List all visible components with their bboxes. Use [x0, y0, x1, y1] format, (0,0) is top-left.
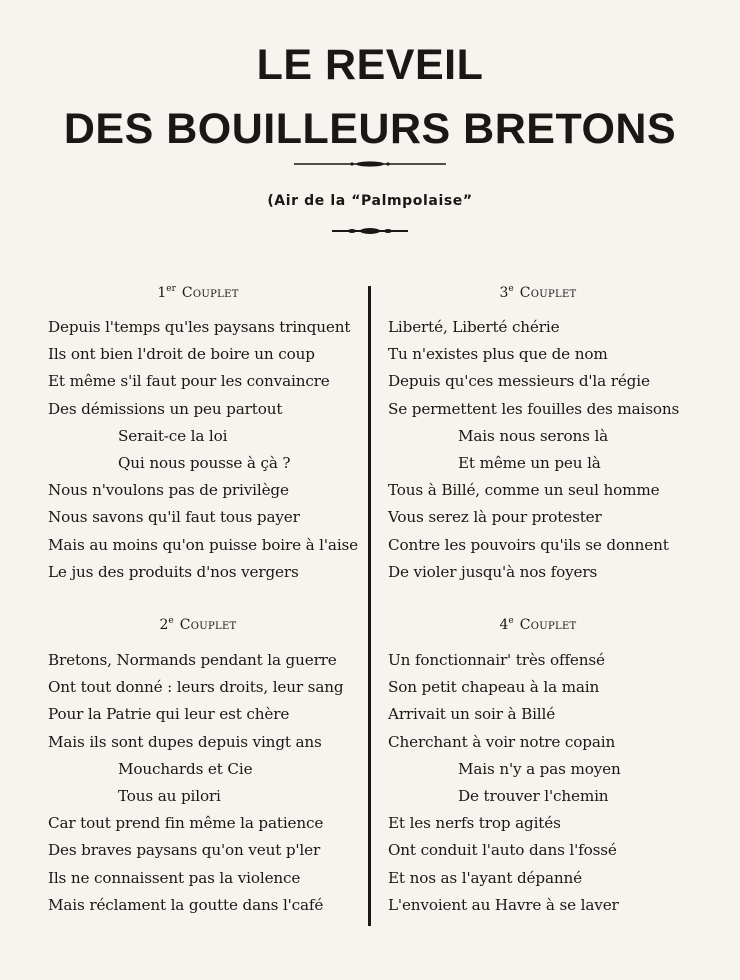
- couplet-word: Couplet: [519, 617, 577, 633]
- couplet-number: 3: [499, 285, 509, 301]
- verse-line: Mais ils sont dupes depuis vingt ans: [48, 732, 322, 751]
- verse-line: Nous n'voulons pas de privilège: [48, 481, 289, 500]
- couplet-2-verses: [48, 647, 343, 919]
- title-ornament-rule: [290, 158, 450, 170]
- couplet-1-verses: [48, 314, 358, 586]
- couplet-number: 2: [159, 617, 169, 633]
- title-line-1: LE REVEIL: [256, 41, 484, 89]
- couplet-2-heading: [48, 616, 348, 633]
- verse-line: Nous savons qu'il faut tous payer: [48, 508, 300, 527]
- couplet-number: 1: [157, 285, 167, 301]
- verse-line: Son petit chapeau à la main: [388, 678, 600, 697]
- couplet-suffix: e: [508, 616, 514, 626]
- verse-line: Bretons, Normands pendant la guerre: [48, 651, 337, 669]
- verse-line: Mais nous serons là: [458, 426, 609, 445]
- couplet-suffix: er: [166, 284, 176, 294]
- verse-line: Se permettent les fouilles des maisons: [388, 399, 680, 418]
- verse-line: Liberté, Liberté chérie: [388, 318, 560, 336]
- verse-line: Car tout prend fin même la patience: [48, 814, 324, 833]
- verse-line: Tu n'existes plus que de nom: [388, 345, 608, 364]
- couplet-4-heading: [388, 616, 688, 633]
- subtitle-ornament-rule: [330, 225, 410, 237]
- verse-line: Et les nerfs trop agités: [388, 814, 561, 833]
- verse-line: Ont conduit l'auto dans l'fossé: [388, 841, 617, 860]
- verse-line: Et nos as l'ayant dépanné: [388, 868, 582, 887]
- verse-line: Et même un peu là: [458, 453, 601, 472]
- couplet-3-heading: [388, 284, 688, 301]
- verse-line: Cherchant à voir notre copain: [388, 732, 616, 751]
- verse-line: Serait-ce la loi: [118, 426, 228, 445]
- couplet-number: 4: [499, 617, 509, 633]
- couplet-word: Couplet: [179, 617, 237, 633]
- couplet-4-verses: [388, 647, 621, 919]
- couplet-suffix: e: [508, 284, 514, 294]
- verse-line: Depuis l'temps qu'les paysans trinquent: [48, 318, 351, 336]
- verse-line: De trouver l'chemin: [458, 786, 609, 805]
- couplet-1-heading: [48, 284, 348, 301]
- couplet-suffix: e: [168, 616, 174, 626]
- verse-line: Qui nous pousse à çà ?: [118, 453, 291, 472]
- verse-line: L'envoient au Havre à se laver: [388, 895, 619, 914]
- verse-line: Tous à Billé, comme un seul homme: [388, 481, 660, 500]
- couplet-3-verses: [388, 314, 679, 586]
- column-divider: [368, 286, 371, 926]
- verse-line: Et même s'il faut pour les convaincre: [48, 372, 330, 391]
- verse-line: Pour la Patrie qui leur est chère: [48, 705, 290, 724]
- verse-line: Ils ont bien l'droit de boire un coup: [48, 345, 315, 364]
- verse-line: Ils ne connaissent pas la violence: [48, 868, 301, 887]
- verse-line: Le jus des produits d'nos vergers: [48, 562, 299, 581]
- verse-line: Contre les pouvoirs qu'ils se donnent: [388, 535, 669, 554]
- verse-line: Un fonctionnair' très offensé: [388, 651, 605, 669]
- verse-line: Vous serez là pour protester: [388, 508, 602, 527]
- subtitle-air: (Air de la “Palmpolaise”: [267, 193, 473, 209]
- verse-line: Mais n'y a pas moyen: [458, 759, 621, 778]
- verse-line: Mais au moins qu'on puisse boire à l'aise: [48, 535, 359, 554]
- verse-line: Depuis qu'ces messieurs d'la régie: [388, 372, 650, 391]
- verse-line: Ont tout donné : leurs droits, leur sang: [48, 678, 344, 697]
- verse-line: Arrivait un soir à Billé: [388, 705, 556, 724]
- verse-line: Tous au pilori: [118, 786, 221, 805]
- verse-line: Mouchards et Cie: [118, 759, 253, 778]
- title-line-2: DES BOUILLEURS BRETONS: [63, 105, 677, 153]
- verse-line: De violer jusqu'à nos foyers: [388, 562, 598, 581]
- verse-line: Des démissions un peu partout: [48, 399, 283, 418]
- verse-line: Des braves paysans qu'on veut p'ler: [48, 841, 321, 860]
- couplet-word: Couplet: [519, 285, 577, 301]
- verse-line: Mais réclament la goutte dans l'café: [48, 895, 324, 914]
- couplet-word: Couplet: [181, 285, 239, 301]
